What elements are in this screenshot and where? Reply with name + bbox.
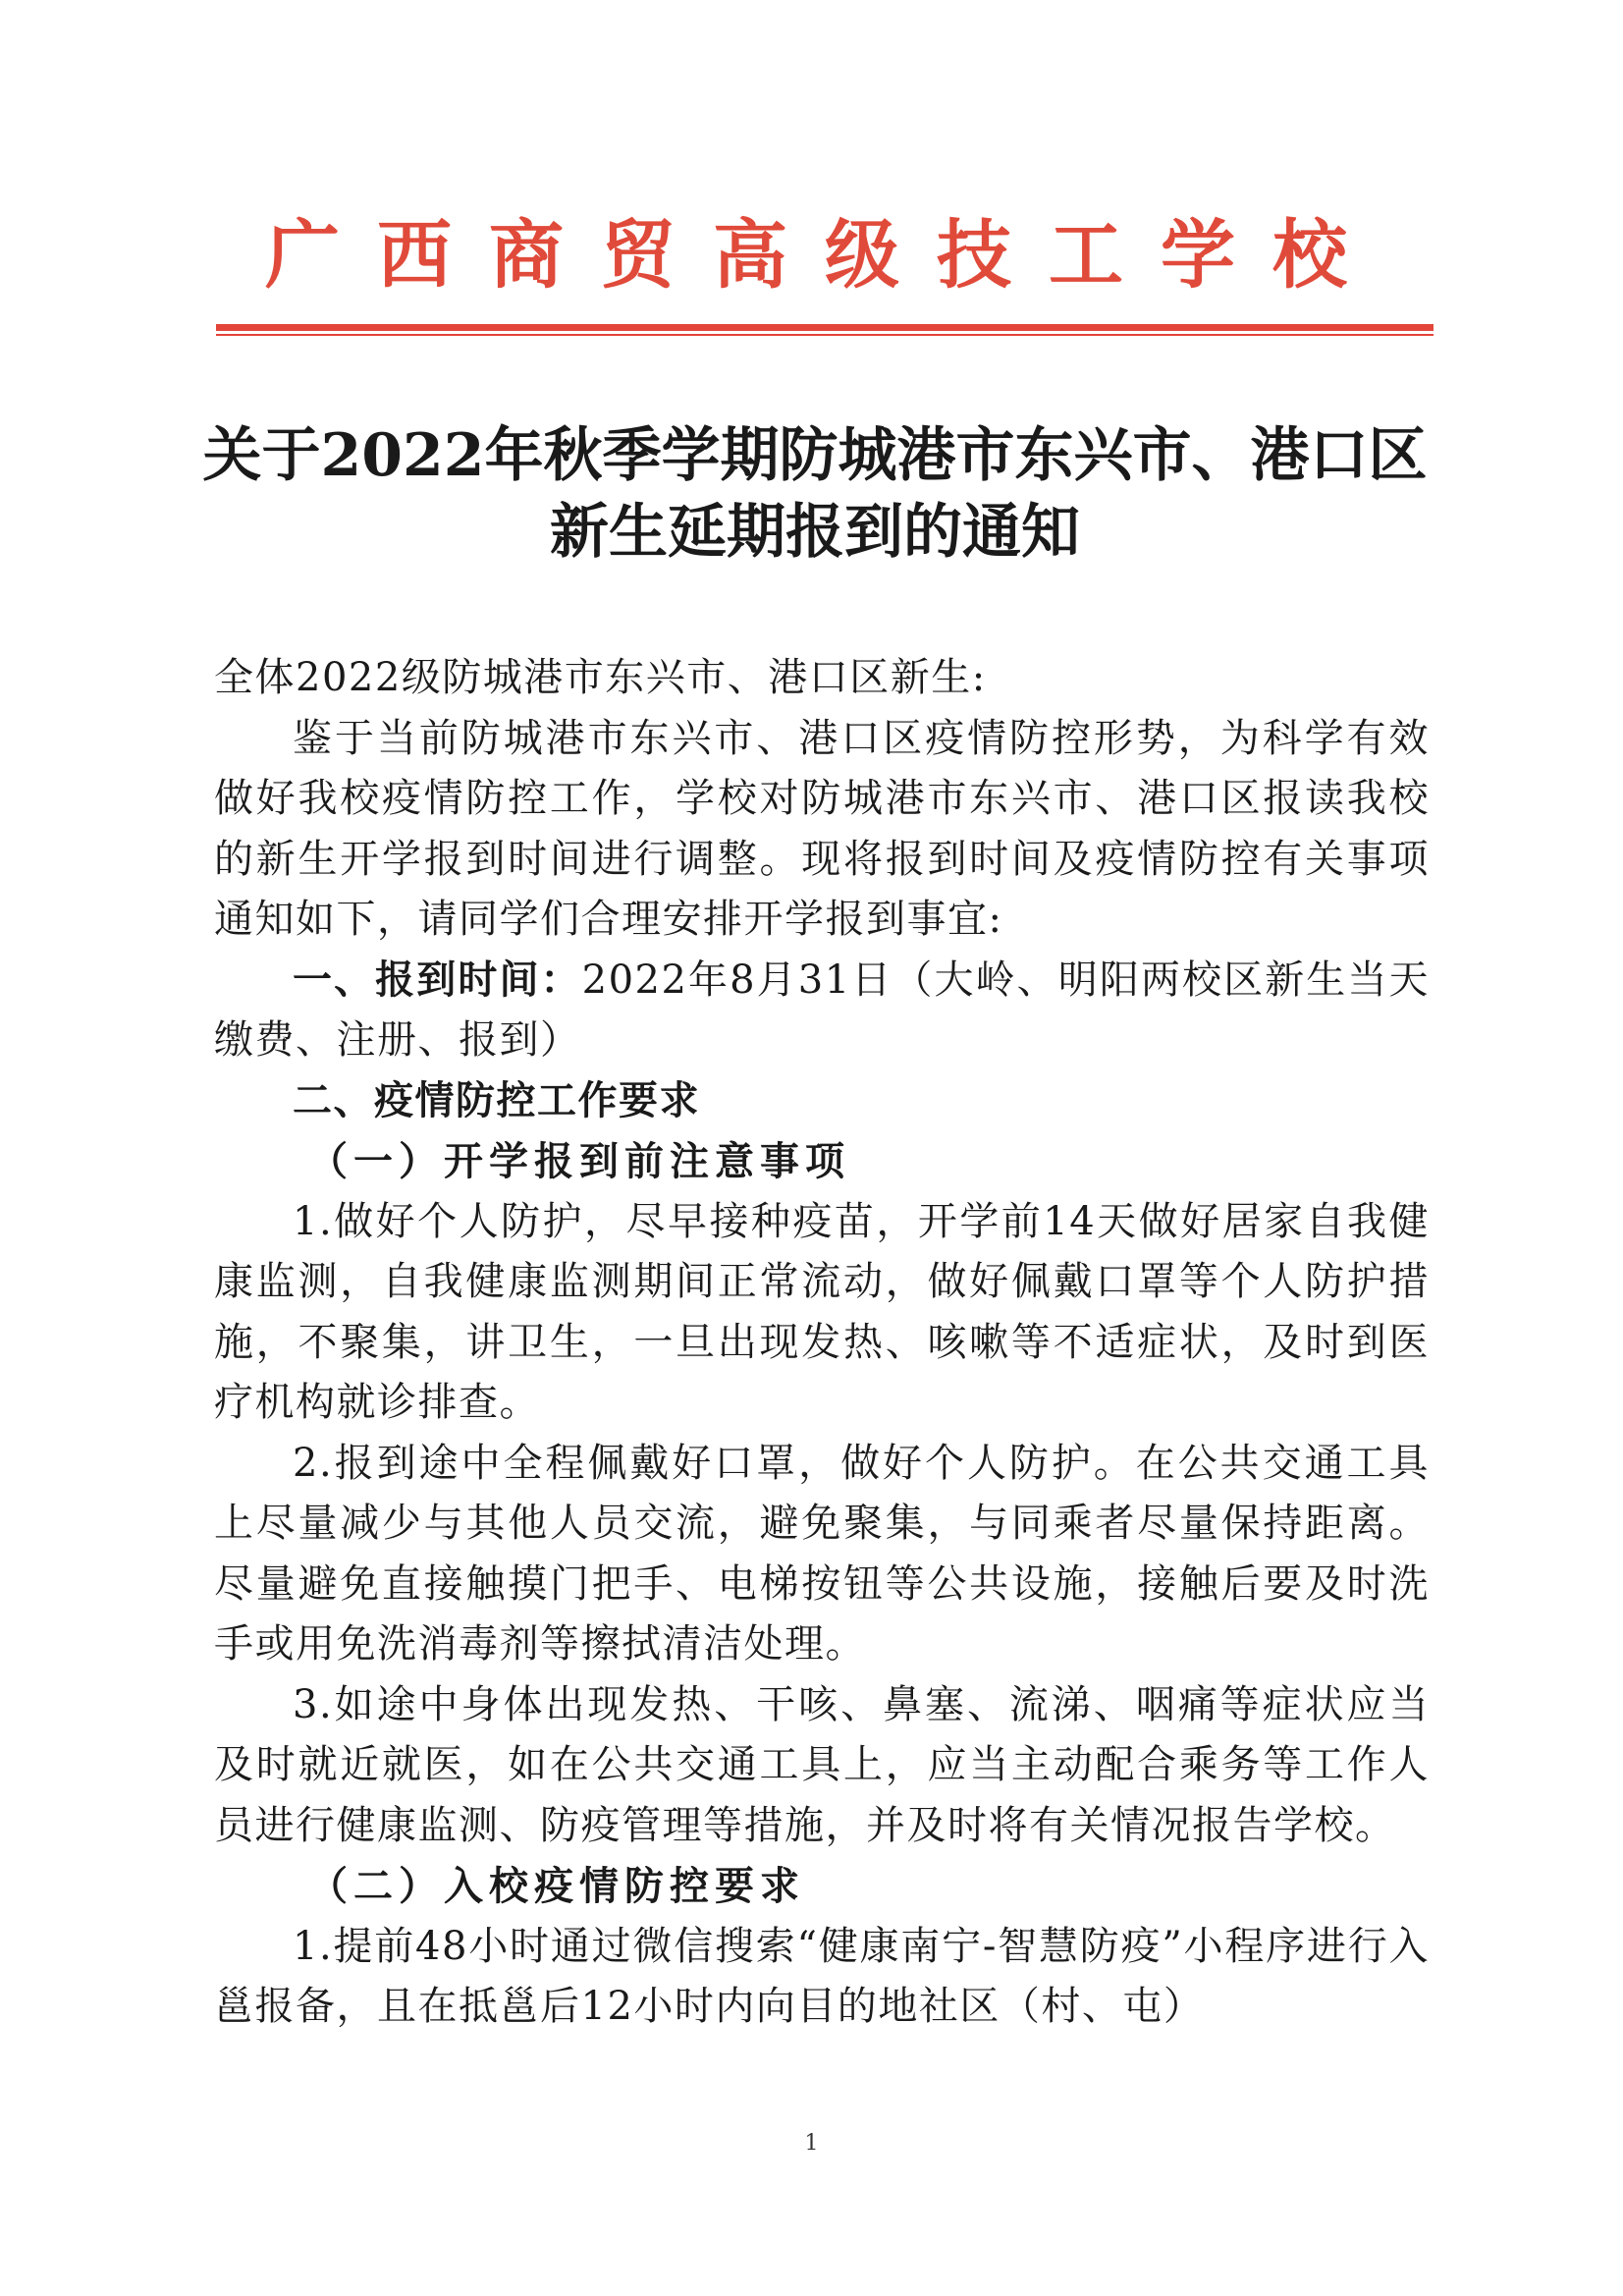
- subsection-2-item-1: 1.提前48小时通过微信搜索“健康南宁-智慧防疫”小程序进行入邕报备，且在抵邕后12小时内向目的地社区（村、屯）: [214, 1923, 1430, 2029]
- letterhead-school-name: 广西商贸高级技工学校: [265, 211, 1384, 299]
- intro-paragraph: 鉴于当前防城港市东兴市、港口区疫情防控形势，为科学有效做好我校疫情防控工作，学校对防城港市东兴市、港口区报读我校的新生开学报到时间进行调整。现将报到时间及疫情防控有关事项通知如下，请同学们合理安排开学报到事宜:: [214, 715, 1430, 942]
- salutation: 全体2022级防城港市东兴市、港口区新生:: [214, 655, 987, 700]
- letterhead-red-rule-thin: [216, 334, 1434, 336]
- section-1-text: 2022年8月31日（大岭、明阳两校区新生当天缴费、注册、报到）: [214, 957, 1430, 1063]
- section-1-paragraph: [214, 951, 1430, 1071]
- subsection-1-item-2: 2.报到途中全程佩戴好口罩，做好个人防护。在公共交通工具上尽量减少与其他人员交流，避免聚集，与同乘者尽量保持距离。尽量避免直接触摸门把手、电梯按钮等公共设施，接触后要及时洗手或用免洗消毒剂等擦拭清洁处理。: [214, 1440, 1430, 1667]
- document-title: [196, 417, 1434, 571]
- document-body: [214, 648, 1430, 2038]
- section-1-heading: 一、报到时间：: [293, 957, 582, 1003]
- document-title-line-2: 新生延期报到的通知: [550, 498, 1080, 567]
- section-2-heading: 二、疫情防控工作要求: [293, 1077, 700, 1123]
- letterhead-red-rule: [216, 324, 1434, 331]
- document-title-line-1: 关于2022年秋季学期防城港市东兴市、港口区: [202, 421, 1428, 490]
- subsection-1-heading: （一）开学报到前注意事项: [308, 1138, 850, 1184]
- page-number: 1: [804, 2131, 819, 2156]
- subsection-1-item-3: 3.如途中身体出现发热、干咳、鼻塞、流涕、咽痛等症状应当及时就近就医，如在公共交通工具上，应当主动配合乘务等工作人员进行健康监测、防疫管理等措施，并及时将有关情况报告学校。: [214, 1681, 1430, 1848]
- subsection-2-heading: （二）入校疫情防控要求: [308, 1863, 805, 1909]
- subsection-1-item-1: 1.做好个人防护，尽早接种疫苗，开学前14天做好居家自我健康监测，自我健康监测期间正常流动，做好佩戴口罩等个人防护措施，不聚集，讲卫生，一旦出现发热、咳嗽等不适症状，及时到医疗机构就诊排查。: [214, 1198, 1430, 1425]
